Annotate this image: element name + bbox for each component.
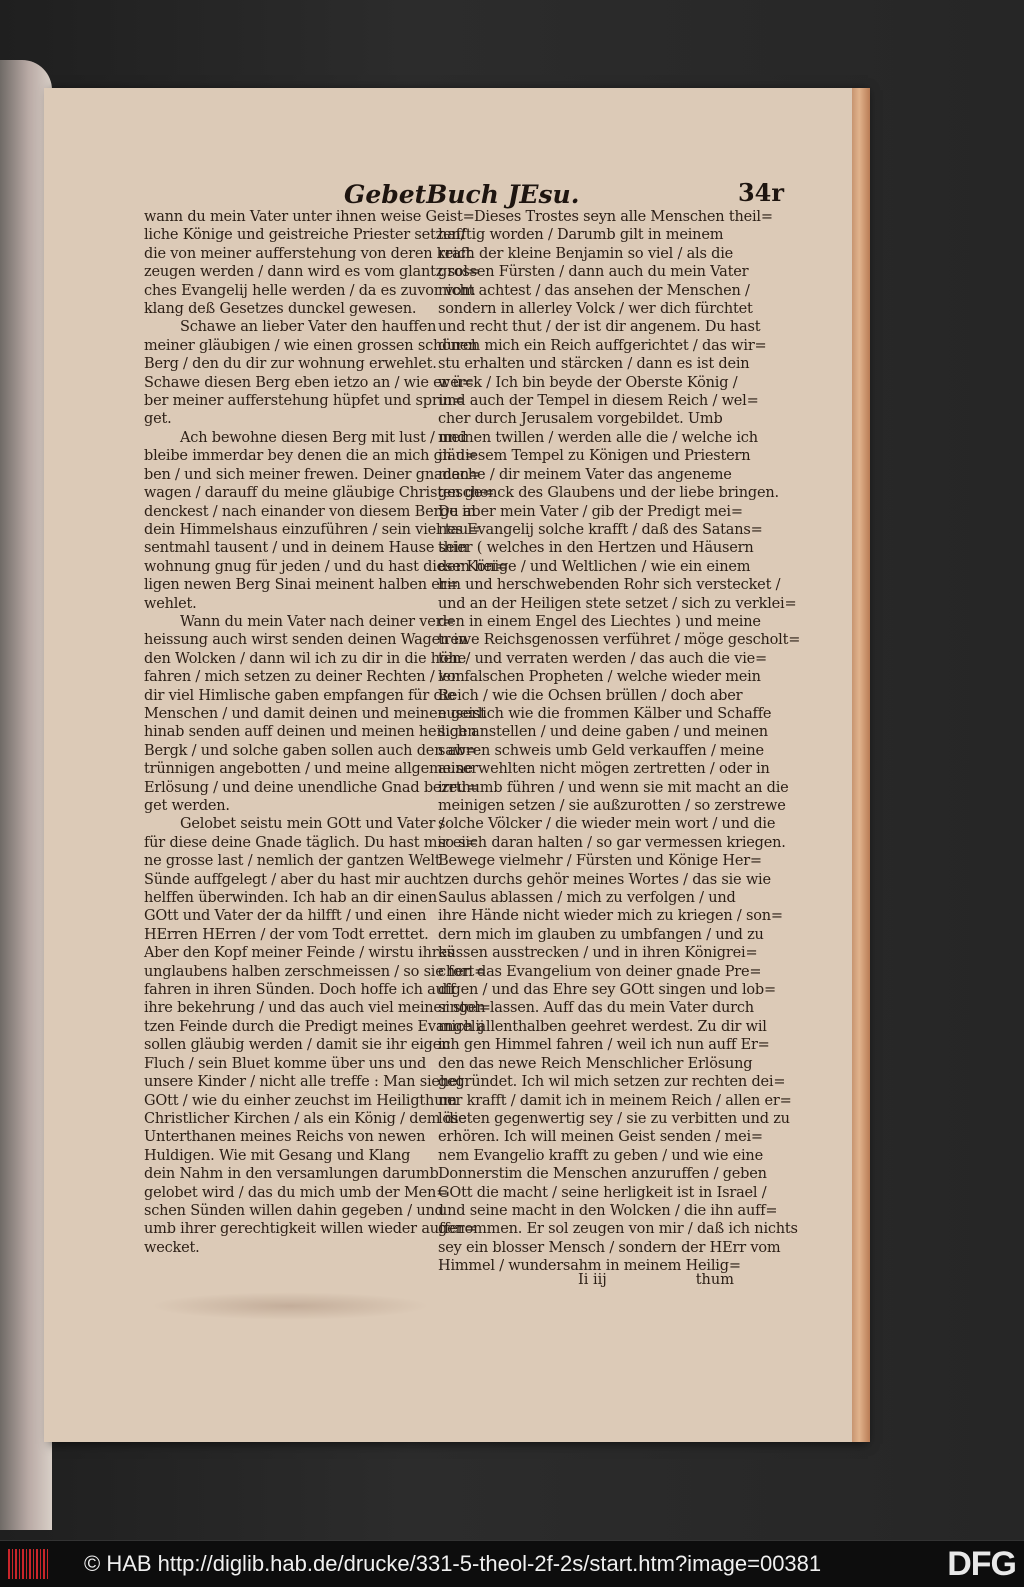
text-line: ben / und sich meiner frewen. Deiner gnaden= (144, 466, 481, 483)
ink-smudge (150, 1292, 430, 1320)
text-line: schen Sünden willen dahin gegeben / und (144, 1202, 444, 1219)
text-line: ne grosse last / nemlich der gantzen Welt (144, 853, 441, 870)
text-line: get. (144, 411, 172, 428)
text-line: Ach bewohne diesen Berg mit lust / und (180, 429, 467, 446)
text-line: in diesem Tempel zu Königen und Priestern (438, 448, 751, 465)
text-line: und an der Heiligen stete setzet / sich zu verklei= (438, 595, 797, 612)
text-line: Bewege vielmehr / Fürsten und Könige Her= (438, 853, 762, 870)
text-line: den das newe Reich Menschlicher Erlösung (438, 1055, 753, 1072)
text-line: küssen ausstrecken / und in ihren Königrei= (438, 945, 758, 962)
text-line: digen / und das Ehre sey GOtt singen und lob= (438, 982, 776, 999)
text-line: Bergk / und solche gaben sollen auch den ab= (144, 742, 478, 759)
folio-number: 34r (737, 178, 784, 207)
text-line: ches Evangelij helle werden / da es zuvor vom (144, 282, 475, 299)
text-line: unglaubens halben zerschmeissen / so sie fort= (144, 963, 487, 980)
text-line: heissung auch wirst senden deinen Wagen in (144, 632, 468, 649)
text-line: ner krafft / damit ich in meinem Reich / allen er= (438, 1092, 792, 1109)
text-line: sich anstellen / und deine gaben / und meinen (438, 724, 768, 741)
right-text-column (438, 208, 801, 1276)
text-line: wehlet. (144, 595, 197, 612)
text-line: und recht thut / der ist dir angenem. Du hast (438, 319, 761, 336)
text-line: wecket. (144, 1239, 200, 1256)
text-line: grossen Fürsten / dann auch du mein Vater (438, 264, 749, 281)
text-line: die von meiner aufferstehung von deren kraft (144, 245, 472, 262)
text-line: für diese deine Gnade täglich. Du hast mir ei= (144, 834, 478, 851)
text-line: ber meiner aufferstehung hüpfet und sprin= (144, 393, 465, 410)
text-line: Aber den Kopf meiner Feinde / wirstu ihres (144, 945, 455, 962)
text-line: meiner gläubigen / wie einen grossen schönen (144, 337, 478, 354)
catchword: thum (695, 1272, 734, 1288)
text-line: GOtt / wie du einher zeuchst im Heiligthum (144, 1092, 457, 1109)
text-line: auserwehlten nicht mögen zertretten / oder in (438, 761, 770, 778)
text-line: dern mich im glauben zu umbfangen / und zu (438, 926, 764, 943)
text-line: ihre Hände nicht wieder mich zu kriegen / son= (438, 908, 783, 925)
text-line: GOtt die macht / seine herligkeit ist in Israel / (438, 1184, 767, 1201)
text-line: Saulus ablassen / mich zu verfolgen / und (438, 890, 736, 907)
text-line: erhören. Ich will meinen Geist senden / mei= (438, 1129, 763, 1146)
text-line: zeugen werden / dann wird es vom glantz sol= (144, 264, 480, 281)
text-line: mich allenthalben geehret werdest. Zu dir wil (438, 1018, 767, 1035)
text-line: thier ( welches in den Hertzen und Häusern (438, 540, 754, 557)
text-line: nicht achtest / das ansehen der Menschen / (438, 282, 750, 299)
text-line: HErren HErren / der vom Todt errettet. (144, 926, 429, 943)
text-line: umb ihrer gerechtigkeit willen wieder auffer= (144, 1221, 477, 1238)
signature-mark: Ii iij (578, 1272, 607, 1288)
text-line: wann du mein Vater unter ihnen weise Geist= (144, 209, 475, 225)
text-line: Berg / den du dir zur wohnung erwehlet. (144, 356, 437, 373)
text-line: denckest / nach einander von diesem Berge in (144, 503, 476, 520)
text-line: sey ein blosser Mensch / sondern der HErr vom (438, 1239, 781, 1256)
text-line: mache / dir meinem Vater das angeneme (438, 466, 732, 483)
text-line: hin und herschwebenden Rohr sich verstecket / (438, 577, 781, 594)
text-line: sollen gläubig werden / damit sie ihr eigen (144, 1037, 451, 1054)
text-line: cher durch Jerusalem vorgebildet. Umb (438, 411, 723, 428)
text-line: Christlicher Kirchen / als ein König / dem die (144, 1110, 467, 1127)
page-edge (852, 88, 870, 1442)
text-line: fahren in ihren Sünden. Doch hoffe ich auff (144, 982, 456, 999)
text-line: stu erhalten und stärcken / dann es ist dein (438, 356, 750, 373)
text-line: geschenck des Glaubens und der liebe bringen. (438, 485, 779, 502)
text-line: tzen durchs gehör meines Wortes / das sie wie (438, 871, 771, 888)
text-line: nes Evangelij solche krafft / daß des Satans= (438, 521, 763, 538)
text-line: hafftig worden / Darumb gilt in meinem (438, 227, 724, 244)
text-line: genommen. Er sol zeugen von mir / daß ich nichts (438, 1221, 798, 1238)
text-line: Dieses Trostes seyn alle Menschen theil= (474, 209, 773, 225)
text-line: sondern in allerley Volck / wer dich fürchtet (438, 301, 753, 318)
text-line: dein Himmelshaus einzuführen / sein viel tau= (144, 521, 481, 538)
text-line: und auch der Tempel in diesem Reich / wel= (438, 393, 759, 410)
text-line: Menschen / und damit deinen und meinen geist (144, 705, 486, 722)
text-line: ligen newen Berg Sinai meinent halben er= (144, 577, 459, 594)
text-line: Donnerstim die Menschen anzuruffen / geben (438, 1166, 767, 1183)
text-line: Unterthanen meines Reichs von newen (144, 1129, 426, 1146)
text-line: klang deß Gesetzes dunckel gewesen. (144, 301, 417, 318)
text-line: get werden. (144, 798, 230, 814)
text-line: Erlösung / und deine unendliche Gnad bezeu= (144, 779, 479, 796)
text-line: trewe Reichsgenossen verführet / möge gescholt= (438, 632, 801, 649)
text-line: löseten gegenwertig sey / sie zu verbitten und zu (438, 1110, 790, 1127)
text-line: gegründet. Ich wil mich setzen zur rechten dei= (438, 1074, 786, 1091)
text-line: fahren / mich setzen zu deiner Rechten / von (144, 669, 465, 686)
text-line: und seine macht in den Wolcken / die ihn auff= (438, 1202, 778, 1219)
text-line: dein Nahm in den versamlungen darumb (144, 1166, 439, 1183)
catchline (438, 1272, 734, 1292)
text-line: meinigen setzen / sie außzurotten / so zerstrewe (438, 798, 786, 814)
text-line: ihre bekehrung / und das auch viel meiner stol= (144, 1000, 491, 1017)
left-text-column (144, 208, 509, 1257)
text-line: ten / und verraten werden / das auch die vie= (438, 650, 767, 667)
text-line: Huldigen. Wie mit Gesang und Klang (144, 1147, 411, 1164)
text-line: dir viel Himlische gaben empfangen für die (144, 687, 456, 704)
text-line: helffen überwinden. Ich hab an dir einen (144, 890, 437, 907)
text-line: chen das Evangelium von deiner gnade Pre= (438, 963, 762, 980)
text-line: trünnigen angebotten / und meine allgemeine (144, 761, 473, 778)
text-line: wagen / darauff du meine gläubige Christen ge= (144, 485, 495, 502)
text-line: len falschen Propheten / welche wieder mein (438, 669, 761, 686)
text-line: Gelobet seistu mein GOtt und Vater / (180, 816, 445, 833)
text-line: ich gen Himmel fahren / weil ich nun auff Er= (438, 1037, 770, 1054)
text-line: meinen twillen / werden alle die / welche ich (438, 429, 758, 446)
text-line: reich der kleine Benjamin so viel / als die (438, 245, 734, 262)
text-line: den Wolcken / dann wil ich zu dir in die höhe (144, 650, 466, 667)
text-line: bleibe immerdar bey denen die an mich gläu= (144, 448, 477, 465)
text-line: tzen Feinde durch die Predigt meines Evangelij (144, 1018, 485, 1035)
text-line: sawren schweis umb Geld verkauffen / meine (438, 742, 764, 759)
text-line: euserlich wie die frommen Kälber und Schaffe (438, 705, 772, 722)
footer-caption: © HAB http://diglib.hab.de/drucke/331-5-theol-2f-2s/start.htm?image=00381 (84, 1551, 822, 1576)
dfg-logo: DFG (947, 1545, 1016, 1583)
text-line: durch mich ein Reich auffgerichtet / das wir= (438, 337, 767, 354)
text-line: irrthumb führen / und wenn sie mit macht an die (438, 779, 789, 796)
text-line: gelobet wird / das du mich umb der Men= (144, 1184, 449, 1201)
text-line: Reich / wie die Ochsen brüllen / doch aber (438, 687, 743, 704)
running-title: GebetBuch JEsu. (344, 180, 580, 209)
text-line: Schawe diesen Berg eben ietzo an / wie er ü= (144, 374, 474, 391)
footer-bar (0, 1540, 1024, 1587)
text-line: liche Könige und geistreiche Priester setzen/ (144, 227, 466, 244)
text-line: den in einem Engel des Liechtes ) und meine (438, 613, 761, 630)
text-line: wohnung gnug für jeden / und du hast diesen hei= (144, 558, 509, 575)
text-line: nem Evangelio krafft zu geben / und wie eine (438, 1147, 763, 1164)
text-line: Fluch / sein Bluet komme über uns und (144, 1055, 427, 1072)
text-line: hinab senden auff deinen und meinen heiligen (144, 724, 477, 741)
text-line: Himmel / wundersahm in meinem Heilig= (438, 1258, 741, 1275)
text-line: so sich daran halten / so gar vermessen kriegen. (438, 834, 786, 851)
text-line: GOtt und Vater der da hilfft / und einen (144, 908, 427, 925)
text-line: Sünde auffgelegt / aber du hast mir auch (144, 871, 439, 888)
text-line: singen lassen. Auff das du mein Vater durch (438, 1000, 754, 1017)
text-line: Schawe an lieber Vater den hauffen (180, 319, 437, 336)
text-line: werck / Ich bin beyde der Oberste König / (438, 374, 738, 391)
text-line: unsere Kinder / nicht alle treffe : Man siehet (144, 1074, 463, 1091)
text-line: solche Völcker / die wieder mein wort / und die (438, 816, 776, 833)
text-line: Wann du mein Vater nach deiner ver= (180, 613, 455, 630)
text-line: Du aber mein Vater / gib der Predigt mei= (438, 503, 743, 520)
text-line: sentmahl tausent / und in deinem Hause sein (144, 540, 468, 557)
barcode-icon (8, 1549, 48, 1579)
text-line: der Könige / und Weltlichen / wie ein einem (438, 558, 751, 575)
